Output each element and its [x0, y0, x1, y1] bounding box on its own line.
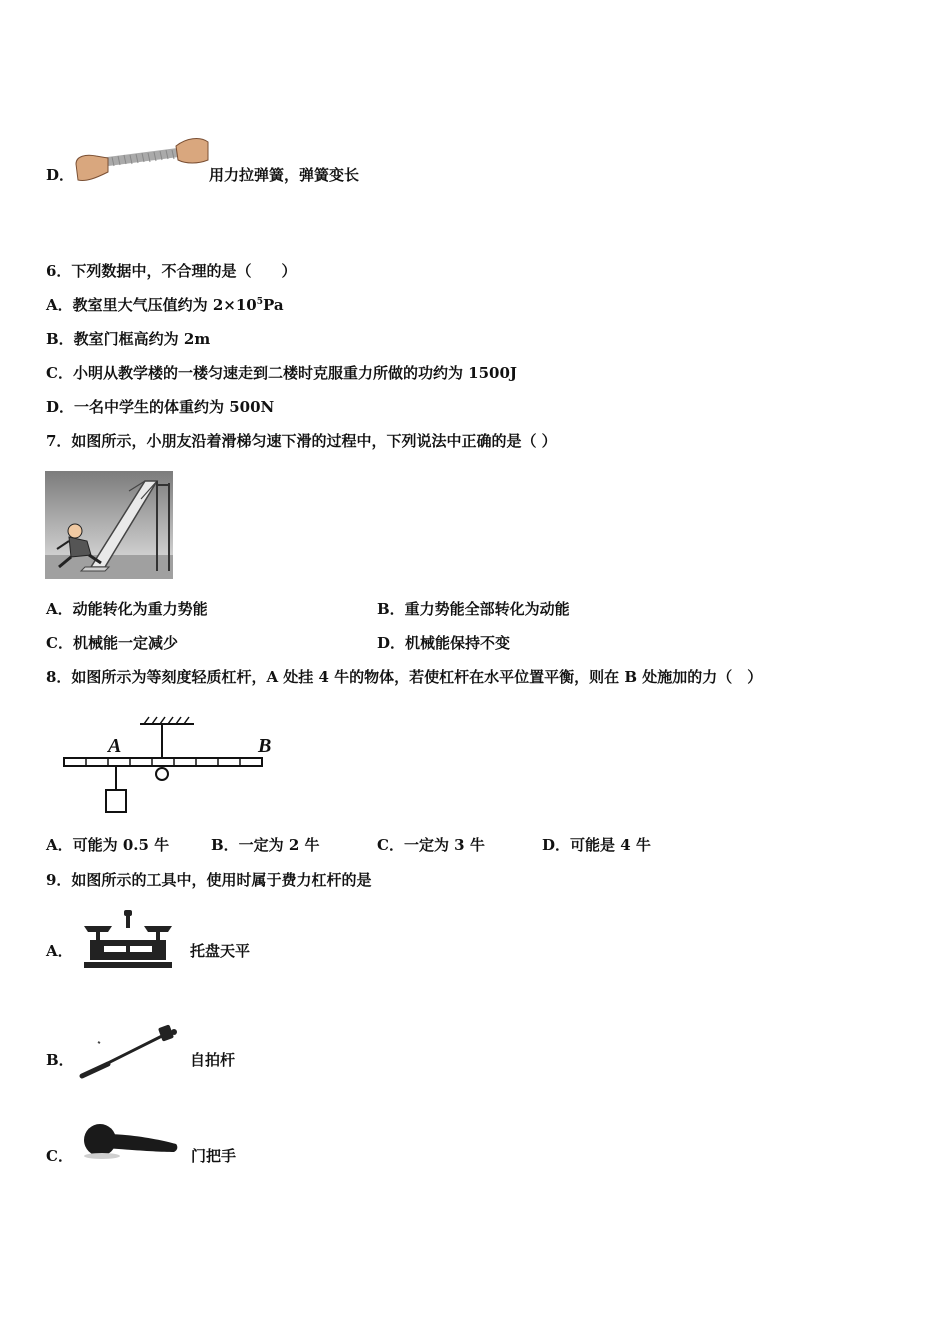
q8-option-b: B．一定为 2 牛 [211, 836, 320, 854]
q9-option-b-label: B． [46, 1051, 74, 1069]
q6-option-d: D．一名中学生的体重约为 500N [46, 398, 275, 416]
q6-stem: 6．下列数据中，不合理的是（ ） [46, 262, 297, 280]
q9-option-c-label: C． [46, 1147, 73, 1165]
lever-diagram [60, 712, 280, 818]
q6-option-a: A．教室里大气压值约为 $2\times 10^5Pa$ [46, 296, 284, 314]
spring-stretch-image [74, 134, 210, 190]
door-handle-image [82, 1122, 180, 1162]
q8-option-a: A．可能为 0.5 牛 [46, 836, 170, 854]
q9-option-a-text: 托盘天平 [190, 942, 251, 960]
q5-option-d-label: D． [46, 166, 75, 184]
q9-option-c-text: 门把手 [191, 1147, 237, 1165]
lever-label-b: B [258, 735, 272, 757]
lever-label-a: A [108, 735, 122, 757]
q8-stem: 8．如图所示为等刻度轻质杠杆，A 处挂 4 牛的物体，若使杠杆在水平位置平衡，则在 B 处施加的力（ ） [46, 668, 763, 686]
q6-option-b: B．教室门框高约为 2m [46, 330, 211, 348]
q5-option-d-text: 用力拉弹簧，弹簧变长 [209, 166, 360, 184]
q7-option-a: A．动能转化为重力势能 [46, 600, 208, 618]
selfie-stick-image [78, 1022, 180, 1080]
q9-stem: 9．如图所示的工具中，使用时属于费力杠杆的是 [46, 871, 372, 889]
q9-option-a-label: A． [46, 942, 73, 960]
q8-option-c: C．一定为 3 牛 [377, 836, 485, 854]
balance-scale-image [82, 910, 174, 970]
q7-option-c: C．机械能一定减少 [46, 634, 178, 652]
q8-option-d: D．可能是 4 牛 [542, 836, 651, 854]
q6-option-c: C．小明从教学楼的一楼匀速走到二楼时克服重力所做的功约为 1500J [46, 364, 518, 382]
q7-stem: 7．如图所示，小朋友沿着滑梯匀速下滑的过程中，下列说法中正确的是（ ） [46, 432, 557, 450]
q9-option-b-text: 自拍杆 [190, 1051, 236, 1069]
q7-option-d: D．机械能保持不变 [377, 634, 511, 652]
q7-option-b: B．重力势能全部转化为动能 [377, 600, 570, 618]
slide-image [45, 471, 173, 579]
